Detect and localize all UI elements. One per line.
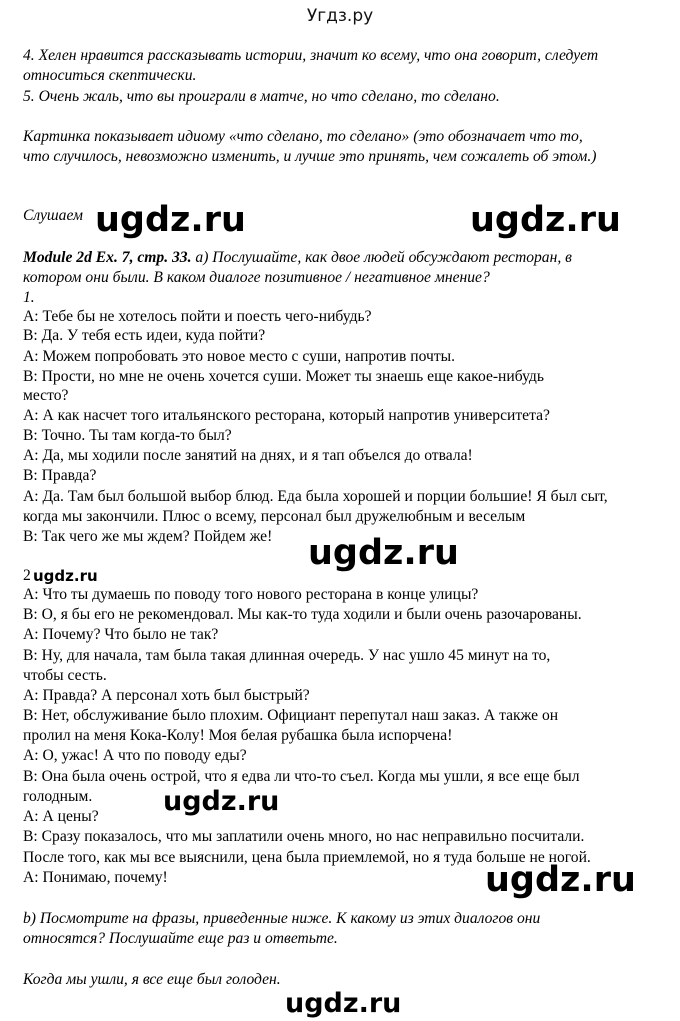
dialogue-line: В: Правда?	[23, 467, 97, 484]
dialogue-line: А: А цены?	[23, 808, 99, 825]
text-line: относятся? Послушайте еще раз и ответьте.	[23, 930, 338, 947]
text-line: b) Посмотрите на фразы, приведенные ниже. К какому из этих диалогов они	[23, 910, 541, 927]
text-line: относиться скептически.	[23, 67, 197, 84]
dialogue-line: А: Почему? Что было не так?	[23, 626, 219, 643]
dialogue-line: А: Можем попробовать это новое место с суши, напротив почты.	[23, 348, 456, 365]
dialogue-line: В: Прости, но мне не очень хочется суши. Может ты знаешь еще какое-нибудь	[23, 368, 544, 385]
task-ref: Module 2d Ex. 7, стр. 33.	[23, 249, 192, 266]
dialogue-line: В: О, я бы его не рекомендовал. Мы как-то туда ходили и были очень разочарованы.	[23, 606, 582, 623]
site-title: Угдз.ру	[306, 6, 374, 26]
text-line: Картинка показывает идиому «что сделано, то сделано» (это обозначает что то,	[23, 128, 583, 145]
dialogue-line: А: Правда? А персонал хоть был быстрый?	[23, 687, 310, 704]
text-line: 5. Очень жаль, что вы проиграли в матче, но что сделано, то сделано.	[23, 88, 500, 105]
dialogue-line: голодным.	[23, 788, 93, 805]
watermark: ugdz.ru	[470, 200, 621, 240]
dialogue-line: В: Точно. Ты там когда-то был?	[23, 427, 232, 444]
dialogue-line: В: Она была очень острой, что я едва ли что-то съел. Когда мы ушли, я все еще был	[23, 768, 580, 785]
text-line: Когда мы ушли, я все еще был голоден.	[23, 971, 281, 988]
dialogue-line: А: Да. Там был большой выбор блюд. Еда была хорошей и порции большие! Я был сыт,	[23, 488, 608, 505]
watermark: ugdz.ru	[33, 567, 98, 585]
dialogue-line: А: А как насчет того итальянского ресторана, который напротив университета?	[23, 407, 550, 424]
dialogue-line: чтобы сесть.	[23, 667, 107, 684]
watermark: ugdz.ru	[285, 988, 402, 1019]
text-line: 4. Хелен нравится рассказывать истории, значит ко всему, что она говорит, следует	[23, 47, 599, 64]
dialogue-line: А: Да, мы ходили после занятий на днях, и я тап объелся до отвала!	[23, 447, 473, 464]
dialogue-line: место?	[23, 387, 69, 404]
dialogue-number: 2	[23, 567, 31, 584]
task-heading	[23, 248, 663, 268]
dialogue-line: пролил на меня Кока-Колу! Моя белая рубашка была испорчена!	[23, 727, 453, 744]
dialogue-line: А: Тебе бы не хотелось пойти и поесть чего-нибудь?	[23, 308, 372, 325]
dialogue-line: А: О, ужас! А что по поводу еды?	[23, 747, 247, 764]
listen-label: Слушаем	[23, 207, 83, 224]
watermark: ugdz.ru	[163, 786, 280, 817]
dialogue-line: В: Нет, обслуживание было плохим. Официант перепутал наш заказ. А также он	[23, 707, 559, 724]
task-text: а) Послушайте, как двое людей обсуждают ресторан, в	[191, 249, 572, 266]
watermark: ugdz.ru	[308, 533, 459, 573]
dialogue-line: После того, как мы все выяснили, цена была приемлемой, но я туда больше не ногой.	[23, 849, 591, 866]
dialogue-number: 1.	[23, 289, 35, 306]
dialogue-line: А: Что ты думаешь по поводу того нового ресторана в конце улицы?	[23, 586, 479, 603]
dialogue-line: В: Ну, для начала, там была такая длинная очередь. У нас ушло 45 минут на то,	[23, 647, 551, 664]
text-line: что случилось, невозможно изменить, и лучше это принять, чем сожалеть об этом.)	[23, 148, 597, 165]
dialogue-line: В: Да. У тебя есть идеи, куда пойти?	[23, 327, 266, 344]
watermark: ugdz.ru	[485, 860, 636, 900]
watermark: ugdz.ru	[95, 200, 246, 240]
dialogue-line: когда мы закончили. Плюс о всему, персонал был дружелюбным и веселым	[23, 508, 526, 525]
dialogue-line: В: Так чего же мы ждем? Пойдем же!	[23, 528, 273, 545]
dialogue-line: А: Понимаю, почему!	[23, 869, 168, 886]
text-line: котором они были. В каком диалоге позитивное / негативное мнение?	[23, 269, 490, 286]
dialogue-line: В: Сразу показалось, что мы заплатили очень много, но нас неправильно посчитали.	[23, 828, 585, 845]
